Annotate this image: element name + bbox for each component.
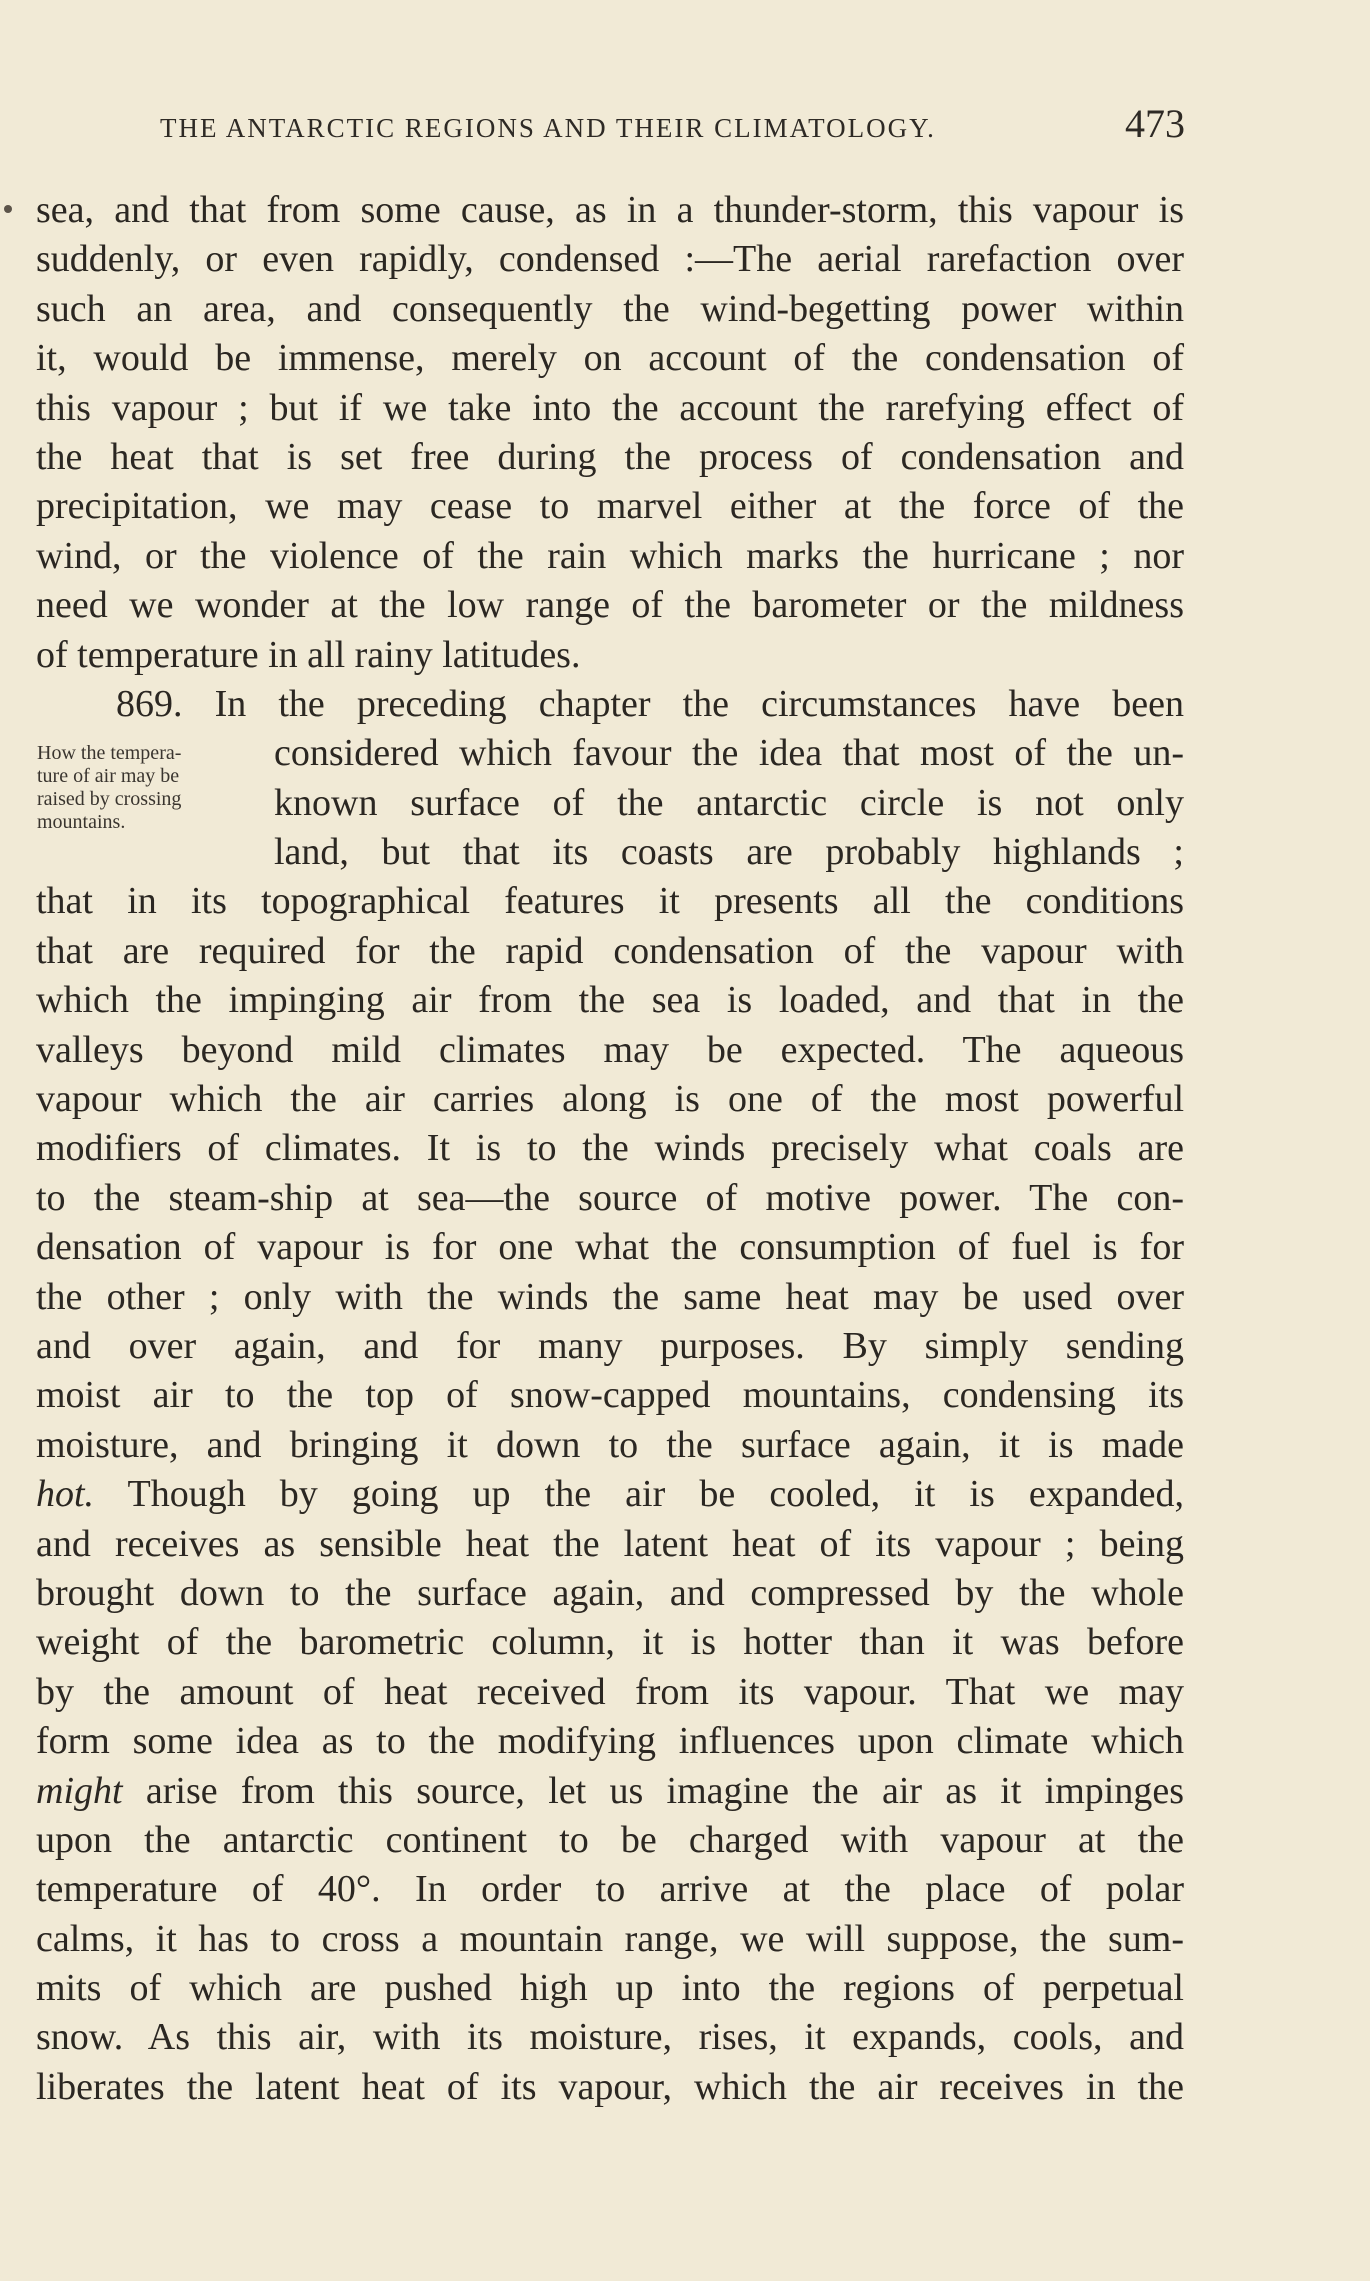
text-line: moist air to the top of snow-capped mountains, condensing its	[36, 1374, 1184, 1417]
text-fragment: arise from this source, let us imagine the air as it impinges	[145, 1769, 1185, 1812]
text-line: considered which favour the idea that most of the un-	[274, 732, 1184, 775]
text-line: vapour which the air carries along is one of the most powerful	[36, 1078, 1184, 1121]
text-line: and receives as sensible heat the latent heat of its vapour ; being	[36, 1522, 1184, 1565]
text-line: such an area, and consequently the wind-begetting power within	[36, 287, 1184, 330]
text-line: form some idea as to the modifying influences upon climate which	[36, 1720, 1184, 1763]
text-line: mits of which are pushed high up into the regions of perpetual	[36, 1967, 1184, 2010]
italic-word: hot.	[36, 1473, 95, 1516]
text-line: brought down to the surface again, and compressed by the whole	[36, 1571, 1184, 1614]
text-line: need we wonder at the low range of the barometer or the mildness	[36, 584, 1184, 627]
ink-mark	[4, 205, 12, 213]
text-fragment: Though by going up the air be cooled, it is expanded,	[127, 1473, 1184, 1516]
text-line: valleys beyond mild climates may be expected. The aqueous	[36, 1028, 1184, 1071]
text-line: suddenly, or even rapidly, condensed :—The aerial rarefaction over	[36, 238, 1184, 281]
text-line: by the amount of heat received from its vapour. That we may	[36, 1670, 1184, 1713]
marginal-note-line: ture of air may be	[37, 765, 180, 787]
text-line: known surface of the antarctic circle is not only	[274, 781, 1184, 824]
text-line: wind, or the violence of the rain which marks the hurricane ; nor	[36, 534, 1184, 577]
text-line-with-italic	[36, 1470, 1184, 1519]
text-line: sea, and that from some cause, as in a thunder-storm, this vapour is	[36, 189, 1184, 231]
marginal-note-line: mountains.	[37, 811, 126, 833]
body-text	[36, 186, 1184, 2112]
text-line: upon the antarctic continent to be charged with vapour at the	[36, 1818, 1184, 1861]
text-line: it, would be immense, merely on account of the condensation of	[36, 337, 1184, 380]
text-line: land, but that its coasts are probably highlands ;	[274, 831, 1184, 874]
text-line: the other ; only with the winds the same heat may be used over	[36, 1275, 1184, 1318]
page-number: 473	[1125, 101, 1185, 146]
text-line: modifiers of climates. It is to the winds precisely what coals are	[36, 1127, 1184, 1170]
text-line: and over again, and for many purposes. By simply sending	[36, 1324, 1184, 1367]
text-line: temperature of 40°. In order to arrive at the place of polar	[36, 1868, 1184, 1911]
text-line: calms, it has to cross a mountain range, we will suppose, the sum-	[36, 1917, 1184, 1960]
text-line: precipitation, we may cease to marvel either at the force of the	[36, 485, 1184, 528]
text-line: this vapour ; but if we take into the account the rarefying effect of	[36, 386, 1184, 429]
text-line: weight of the barometric column, it is hotter than it was before	[36, 1621, 1184, 1664]
text-line: liberates the latent heat of its vapour, which the air receives in the	[36, 2065, 1184, 2108]
paragraph-start-line: 869. In the preceding chapter the circumstances have been	[116, 682, 1184, 725]
page-header	[160, 100, 1185, 150]
running-head: THE ANTARCTIC REGIONS AND THEIR CLIMATOLOGY.	[160, 113, 936, 143]
text-line-with-italic	[36, 1767, 1184, 1816]
text-line: densation of vapour is for one what the consumption of fuel is for	[36, 1226, 1184, 1269]
italic-word: might	[36, 1769, 123, 1812]
text-line: snow. As this air, with its moisture, rises, it expands, cools, and	[36, 2016, 1184, 2059]
text-line: that in its topographical features it presents all the conditions	[36, 880, 1184, 923]
marginal-note-line: raised by crossing	[37, 788, 182, 810]
text-line: which the impinging air from the sea is loaded, and that in the	[36, 979, 1184, 1022]
marginal-note-line: How the tempera-	[37, 742, 182, 764]
text-line: that are required for the rapid condensation of the vapour with	[36, 929, 1184, 972]
text-line: the heat that is set free during the process of condensation and	[36, 435, 1184, 478]
text-line: to the steam-ship at sea—the source of motive power. The con-	[36, 1176, 1184, 1219]
text-line: moisture, and bringing it down to the surface again, it is made	[36, 1423, 1184, 1466]
text-line: of temperature in all rainy latitudes.	[36, 633, 581, 676]
